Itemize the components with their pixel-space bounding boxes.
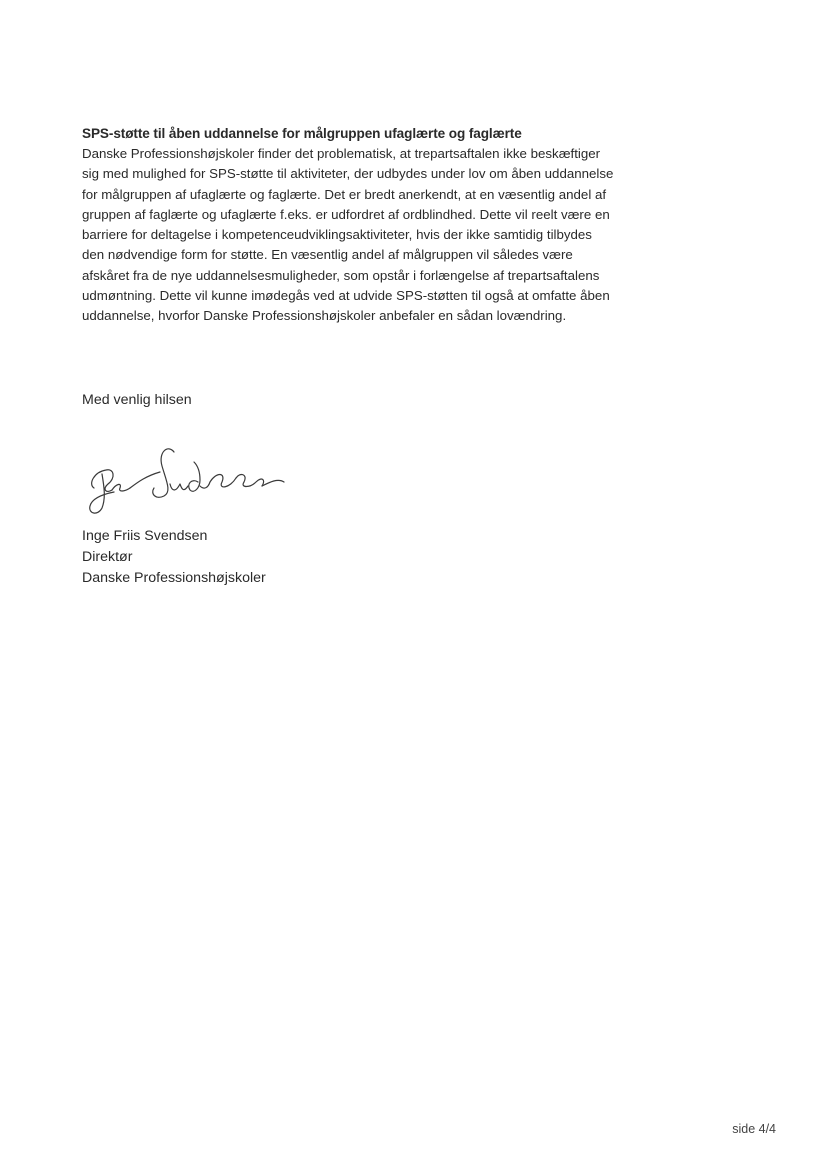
body-line: for målgruppen af ufaglærte og faglærte. Det er bredt anerkendt, at en væsentlig andel af <box>82 186 607 202</box>
section-body <box>82 144 682 327</box>
body-line: Danske Professionshøjskoler finder det problematisk, at trepartsaftalen ikke beskæftiger <box>82 146 601 161</box>
body-line: afskåret fra de nye uddannelsesmuligheder, som opstår i forlængelse af trepartsaftalens <box>82 267 600 283</box>
section-heading: SPS-støtte til åben uddannelse for målgruppen ufaglærte og faglærte <box>82 126 522 141</box>
handwritten-signature <box>80 432 290 520</box>
signer-name: Inge Friis Svendsen <box>82 528 208 544</box>
signer-title: Direktør <box>82 549 133 565</box>
section-sps-support <box>82 124 682 327</box>
body-line: gruppen af faglærte og ufaglærte f.eks. er udfordret af ordblindhed. Dette vil reelt være en <box>82 206 610 222</box>
body-line: uddannelse, hvorfor Danske Professionshøjskoler anbefaler en sådan lovændring. <box>82 308 567 324</box>
closing-greeting: Med venlig hilsen <box>82 392 192 408</box>
signer-organization: Danske Professionshøjskoler <box>82 570 266 586</box>
page-number: side 4/4 <box>732 1122 776 1136</box>
body-line: barriere for deltagelse i kompetenceudviklingsaktiviteter, hvis der ikke samtidig tilbydes <box>82 227 592 243</box>
signer-block <box>82 526 266 589</box>
body-line: sig med mulighed for SPS-støtte til aktiviteter, der udbydes under lov om åben uddannelse <box>82 166 614 182</box>
body-line: den nødvendige form for støtte. En væsentlig andel af målgruppen vil således være <box>82 247 573 263</box>
body-line: udmøntning. Dette vil kunne imødegås ved at udvide SPS-støtten til også at omfatte åben <box>82 288 610 304</box>
